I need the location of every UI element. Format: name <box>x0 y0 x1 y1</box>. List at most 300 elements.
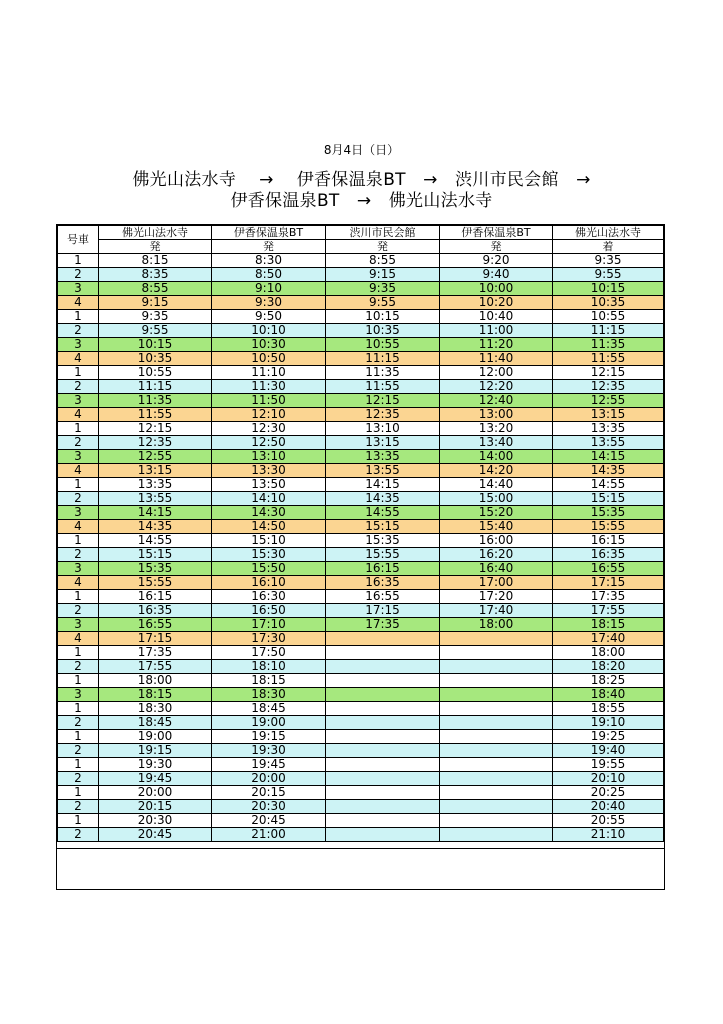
stop-type-header: 発 <box>326 240 440 254</box>
time-cell: 10:35 <box>553 296 664 310</box>
time-cell: 11:55 <box>99 408 212 422</box>
bus-number-cell: 1 <box>58 702 99 716</box>
time-cell <box>440 758 553 772</box>
time-cell: 10:15 <box>99 338 212 352</box>
table-row <box>58 324 664 338</box>
time-cell: 18:00 <box>553 646 664 660</box>
time-cell: 14:55 <box>326 506 440 520</box>
table-row <box>58 828 664 842</box>
time-cell: 19:25 <box>553 730 664 744</box>
time-cell: 19:15 <box>212 730 326 744</box>
time-cell: 17:55 <box>99 660 212 674</box>
time-cell: 16:10 <box>212 576 326 590</box>
time-cell: 11:50 <box>212 394 326 408</box>
time-cell: 13:50 <box>212 478 326 492</box>
time-cell: 13:30 <box>212 464 326 478</box>
time-cell: 14:55 <box>99 534 212 548</box>
timetable-sheet <box>56 224 665 890</box>
time-cell: 17:35 <box>326 618 440 632</box>
time-cell: 16:55 <box>553 562 664 576</box>
schedule-date: 8月4日（日） <box>323 143 400 157</box>
time-cell: 11:35 <box>99 394 212 408</box>
time-cell: 14:35 <box>553 464 664 478</box>
time-cell: 18:25 <box>553 674 664 688</box>
time-cell: 15:15 <box>99 548 212 562</box>
table-row <box>58 506 664 520</box>
table-row <box>58 604 664 618</box>
table-row <box>58 436 664 450</box>
time-cell: 9:50 <box>212 310 326 324</box>
time-cell: 12:55 <box>99 450 212 464</box>
bus-number-cell: 2 <box>58 800 99 814</box>
table-row <box>58 590 664 604</box>
time-cell: 10:30 <box>212 338 326 352</box>
time-cell <box>440 702 553 716</box>
time-cell: 10:50 <box>212 352 326 366</box>
table-row <box>58 310 664 324</box>
time-cell: 12:35 <box>99 436 212 450</box>
time-cell: 16:30 <box>212 590 326 604</box>
time-cell: 8:35 <box>99 268 212 282</box>
time-cell: 17:35 <box>99 646 212 660</box>
table-row <box>58 716 664 730</box>
table-row <box>58 758 664 772</box>
time-cell: 12:15 <box>99 422 212 436</box>
time-cell: 15:55 <box>326 548 440 562</box>
time-cell: 16:20 <box>440 548 553 562</box>
time-cell <box>326 814 440 828</box>
table-row <box>58 730 664 744</box>
time-cell: 13:55 <box>326 464 440 478</box>
stop-name-header: 伊香保温泉BT <box>440 226 553 240</box>
time-cell: 16:15 <box>99 590 212 604</box>
time-cell: 9:20 <box>440 254 553 268</box>
bus-number-cell: 1 <box>58 758 99 772</box>
time-cell: 20:30 <box>99 814 212 828</box>
time-cell: 17:30 <box>212 632 326 646</box>
table-row <box>58 814 664 828</box>
time-cell: 19:45 <box>212 758 326 772</box>
time-cell: 17:00 <box>440 576 553 590</box>
time-cell <box>440 716 553 730</box>
time-cell: 15:30 <box>212 548 326 562</box>
bus-number-cell: 2 <box>58 492 99 506</box>
time-cell <box>440 674 553 688</box>
time-cell: 13:55 <box>553 436 664 450</box>
bus-number-cell: 1 <box>58 786 99 800</box>
time-cell: 11:55 <box>326 380 440 394</box>
header-row-stops <box>58 226 664 240</box>
time-cell: 14:15 <box>326 478 440 492</box>
time-cell: 17:10 <box>212 618 326 632</box>
time-cell: 14:30 <box>212 506 326 520</box>
time-cell: 18:00 <box>99 674 212 688</box>
time-cell: 17:40 <box>553 632 664 646</box>
time-cell: 13:15 <box>553 408 664 422</box>
header-row-types <box>58 240 664 254</box>
time-cell: 11:40 <box>440 352 553 366</box>
bus-number-cell: 2 <box>58 744 99 758</box>
time-cell: 15:20 <box>440 506 553 520</box>
table-row <box>58 534 664 548</box>
table-row <box>58 338 664 352</box>
time-cell: 15:55 <box>553 520 664 534</box>
time-cell: 21:00 <box>212 828 326 842</box>
stop-type-header: 着 <box>553 240 664 254</box>
table-row <box>58 296 664 310</box>
time-cell: 20:40 <box>553 800 664 814</box>
time-cell: 20:00 <box>212 772 326 786</box>
time-cell: 14:20 <box>440 464 553 478</box>
route-line-2: 伊香保温泉BT → 佛光山法水寺 <box>230 191 493 211</box>
time-cell: 16:35 <box>99 604 212 618</box>
time-cell: 14:40 <box>440 478 553 492</box>
time-cell: 20:10 <box>553 772 664 786</box>
bus-number-cell: 1 <box>58 674 99 688</box>
time-cell: 19:55 <box>553 758 664 772</box>
time-cell: 20:25 <box>553 786 664 800</box>
time-cell: 10:40 <box>440 310 553 324</box>
time-cell: 13:35 <box>99 478 212 492</box>
time-cell: 14:35 <box>99 520 212 534</box>
table-row <box>58 380 664 394</box>
table-row <box>58 660 664 674</box>
time-cell: 19:30 <box>212 744 326 758</box>
time-cell: 10:55 <box>553 310 664 324</box>
time-cell: 14:10 <box>212 492 326 506</box>
time-cell: 11:10 <box>212 366 326 380</box>
time-cell: 9:35 <box>326 282 440 296</box>
time-cell: 10:15 <box>553 282 664 296</box>
table-row <box>58 576 664 590</box>
time-cell <box>440 814 553 828</box>
time-cell: 20:15 <box>99 800 212 814</box>
table-row <box>58 422 664 436</box>
time-cell <box>440 744 553 758</box>
time-cell: 15:00 <box>440 492 553 506</box>
time-cell: 13:15 <box>99 464 212 478</box>
stop-type-header: 発 <box>212 240 326 254</box>
time-cell <box>326 660 440 674</box>
stop-name-header: 佛光山法水寺 <box>553 226 664 240</box>
notes-area <box>57 848 664 889</box>
time-cell: 15:35 <box>99 562 212 576</box>
time-cell: 11:55 <box>553 352 664 366</box>
time-cell <box>326 716 440 730</box>
time-cell: 18:45 <box>99 716 212 730</box>
time-cell: 10:15 <box>326 310 440 324</box>
time-cell: 9:10 <box>212 282 326 296</box>
time-cell: 8:15 <box>99 254 212 268</box>
time-cell: 14:00 <box>440 450 553 464</box>
stop-name-header: 伊香保温泉BT <box>212 226 326 240</box>
bus-number-cell: 2 <box>58 660 99 674</box>
bus-number-cell: 3 <box>58 394 99 408</box>
time-cell: 19:00 <box>99 730 212 744</box>
time-cell: 11:15 <box>326 352 440 366</box>
time-cell: 18:15 <box>99 688 212 702</box>
time-cell: 12:40 <box>440 394 553 408</box>
time-cell: 13:40 <box>440 436 553 450</box>
timetable <box>57 225 664 842</box>
time-cell: 16:35 <box>326 576 440 590</box>
time-cell: 18:30 <box>212 688 326 702</box>
time-cell: 15:50 <box>212 562 326 576</box>
time-cell: 12:50 <box>212 436 326 450</box>
time-cell: 9:30 <box>212 296 326 310</box>
time-cell: 17:55 <box>553 604 664 618</box>
time-cell: 11:15 <box>553 324 664 338</box>
bus-number-cell: 3 <box>58 562 99 576</box>
time-cell: 19:30 <box>99 758 212 772</box>
time-cell: 12:10 <box>212 408 326 422</box>
bus-number-cell: 1 <box>58 310 99 324</box>
time-cell: 20:45 <box>212 814 326 828</box>
bus-number-cell: 2 <box>58 548 99 562</box>
time-cell: 13:15 <box>326 436 440 450</box>
table-row <box>58 674 664 688</box>
bus-number-cell: 3 <box>58 338 99 352</box>
time-cell: 19:00 <box>212 716 326 730</box>
time-cell: 8:50 <box>212 268 326 282</box>
table-row <box>58 562 664 576</box>
time-cell: 13:10 <box>326 422 440 436</box>
time-cell: 15:15 <box>553 492 664 506</box>
time-cell <box>440 646 553 660</box>
route-line-1: 佛光山法水寺 → 伊香保温泉BT → 渋川市民会館 → <box>132 170 591 190</box>
time-cell: 21:10 <box>553 828 664 842</box>
stop-type-header: 発 <box>99 240 212 254</box>
bus-number-cell: 3 <box>58 688 99 702</box>
stop-name-header: 渋川市民会館 <box>326 226 440 240</box>
bus-number-cell: 1 <box>58 478 99 492</box>
time-cell: 14:50 <box>212 520 326 534</box>
time-cell: 12:15 <box>553 366 664 380</box>
time-cell: 20:45 <box>99 828 212 842</box>
time-cell: 18:15 <box>212 674 326 688</box>
time-cell <box>326 744 440 758</box>
time-cell: 19:45 <box>99 772 212 786</box>
time-cell: 11:35 <box>326 366 440 380</box>
time-cell <box>440 772 553 786</box>
time-cell: 9:35 <box>553 254 664 268</box>
time-cell: 17:40 <box>440 604 553 618</box>
time-cell <box>440 730 553 744</box>
table-row <box>58 254 664 268</box>
table-row <box>58 772 664 786</box>
time-cell: 17:50 <box>212 646 326 660</box>
time-cell: 17:20 <box>440 590 553 604</box>
time-cell: 16:35 <box>553 548 664 562</box>
table-row <box>58 520 664 534</box>
time-cell: 12:15 <box>326 394 440 408</box>
time-cell: 12:55 <box>553 394 664 408</box>
bus-number-cell: 1 <box>58 366 99 380</box>
time-cell <box>440 688 553 702</box>
time-cell: 18:40 <box>553 688 664 702</box>
time-cell: 18:55 <box>553 702 664 716</box>
time-cell: 16:40 <box>440 562 553 576</box>
time-cell: 9:40 <box>440 268 553 282</box>
time-cell: 18:45 <box>212 702 326 716</box>
time-cell <box>440 828 553 842</box>
bus-number-cell: 4 <box>58 352 99 366</box>
time-cell: 13:00 <box>440 408 553 422</box>
bus-number-cell: 1 <box>58 646 99 660</box>
time-cell: 15:35 <box>326 534 440 548</box>
stop-name-header: 佛光山法水寺 <box>99 226 212 240</box>
time-cell <box>326 828 440 842</box>
time-cell <box>326 772 440 786</box>
time-cell: 15:55 <box>99 576 212 590</box>
time-cell: 12:35 <box>326 408 440 422</box>
bus-number-cell: 2 <box>58 828 99 842</box>
table-row <box>58 688 664 702</box>
time-cell: 16:55 <box>326 590 440 604</box>
bus-number-cell: 2 <box>58 380 99 394</box>
time-cell: 14:35 <box>326 492 440 506</box>
bus-number-cell: 2 <box>58 604 99 618</box>
time-cell: 14:15 <box>553 450 664 464</box>
time-cell: 18:20 <box>553 660 664 674</box>
time-cell: 16:55 <box>99 618 212 632</box>
time-cell <box>326 646 440 660</box>
time-cell: 10:35 <box>326 324 440 338</box>
bus-number-cell: 1 <box>58 814 99 828</box>
time-cell: 9:35 <box>99 310 212 324</box>
time-cell: 20:00 <box>99 786 212 800</box>
time-cell: 12:00 <box>440 366 553 380</box>
bus-number-cell: 4 <box>58 576 99 590</box>
bus-number-cell: 2 <box>58 772 99 786</box>
time-cell <box>326 632 440 646</box>
bus-number-cell: 3 <box>58 450 99 464</box>
bus-number-cell: 3 <box>58 282 99 296</box>
time-cell: 15:40 <box>440 520 553 534</box>
bus-number-cell: 4 <box>58 296 99 310</box>
time-cell: 16:15 <box>326 562 440 576</box>
time-cell: 13:35 <box>553 422 664 436</box>
table-row <box>58 450 664 464</box>
time-cell <box>440 632 553 646</box>
time-cell: 18:00 <box>440 618 553 632</box>
time-cell <box>440 786 553 800</box>
time-cell: 20:15 <box>212 786 326 800</box>
time-cell: 11:35 <box>553 338 664 352</box>
time-cell: 18:30 <box>99 702 212 716</box>
bus-number-cell: 1 <box>58 254 99 268</box>
time-cell: 13:35 <box>326 450 440 464</box>
time-cell: 16:00 <box>440 534 553 548</box>
bus-number-cell: 4 <box>58 408 99 422</box>
time-cell: 16:50 <box>212 604 326 618</box>
time-cell <box>326 674 440 688</box>
time-cell: 8:55 <box>326 254 440 268</box>
table-row <box>58 268 664 282</box>
table-row <box>58 800 664 814</box>
time-cell: 10:55 <box>326 338 440 352</box>
time-cell: 14:15 <box>99 506 212 520</box>
bus-number-cell: 2 <box>58 268 99 282</box>
time-cell: 13:55 <box>99 492 212 506</box>
time-cell: 9:55 <box>553 268 664 282</box>
time-cell: 11:20 <box>440 338 553 352</box>
table-row <box>58 646 664 660</box>
time-cell: 17:35 <box>553 590 664 604</box>
bus-number-cell: 4 <box>58 632 99 646</box>
time-cell: 16:15 <box>553 534 664 548</box>
bus-number-cell: 4 <box>58 464 99 478</box>
time-cell: 20:30 <box>212 800 326 814</box>
stop-type-header: 発 <box>440 240 553 254</box>
time-cell: 10:00 <box>440 282 553 296</box>
table-row <box>58 744 664 758</box>
table-row <box>58 352 664 366</box>
table-row <box>58 282 664 296</box>
time-cell: 9:55 <box>99 324 212 338</box>
time-cell: 9:15 <box>326 268 440 282</box>
time-cell: 18:15 <box>553 618 664 632</box>
table-row <box>58 618 664 632</box>
time-cell: 17:15 <box>326 604 440 618</box>
time-cell: 15:15 <box>326 520 440 534</box>
time-cell: 12:20 <box>440 380 553 394</box>
time-cell: 15:35 <box>553 506 664 520</box>
bus-number-cell: 2 <box>58 436 99 450</box>
time-cell <box>326 786 440 800</box>
time-cell: 10:10 <box>212 324 326 338</box>
time-cell: 12:35 <box>553 380 664 394</box>
time-cell: 11:30 <box>212 380 326 394</box>
time-cell: 8:30 <box>212 254 326 268</box>
bus-number-cell: 2 <box>58 324 99 338</box>
time-cell: 15:10 <box>212 534 326 548</box>
bus-number-cell: 1 <box>58 534 99 548</box>
time-cell <box>326 800 440 814</box>
time-cell: 13:20 <box>440 422 553 436</box>
table-row <box>58 632 664 646</box>
bus-number-cell: 3 <box>58 618 99 632</box>
bus-number-cell: 1 <box>58 422 99 436</box>
bus-number-cell: 1 <box>58 590 99 604</box>
table-row <box>58 366 664 380</box>
time-cell <box>326 758 440 772</box>
time-cell: 13:10 <box>212 450 326 464</box>
time-cell: 10:55 <box>99 366 212 380</box>
time-cell: 19:10 <box>553 716 664 730</box>
time-cell: 19:15 <box>99 744 212 758</box>
time-cell: 11:00 <box>440 324 553 338</box>
time-cell: 19:40 <box>553 744 664 758</box>
table-row <box>58 702 664 716</box>
time-cell: 8:55 <box>99 282 212 296</box>
table-row <box>58 786 664 800</box>
table-row <box>58 548 664 562</box>
time-cell <box>326 730 440 744</box>
time-cell: 18:10 <box>212 660 326 674</box>
time-cell <box>440 660 553 674</box>
time-cell: 11:15 <box>99 380 212 394</box>
time-cell: 14:55 <box>553 478 664 492</box>
table-row <box>58 464 664 478</box>
time-cell: 10:20 <box>440 296 553 310</box>
bus-number-cell: 1 <box>58 730 99 744</box>
time-cell: 10:35 <box>99 352 212 366</box>
bus-number-header: 号車 <box>58 226 99 254</box>
time-cell: 9:15 <box>99 296 212 310</box>
time-cell: 17:15 <box>553 576 664 590</box>
time-cell: 9:55 <box>326 296 440 310</box>
